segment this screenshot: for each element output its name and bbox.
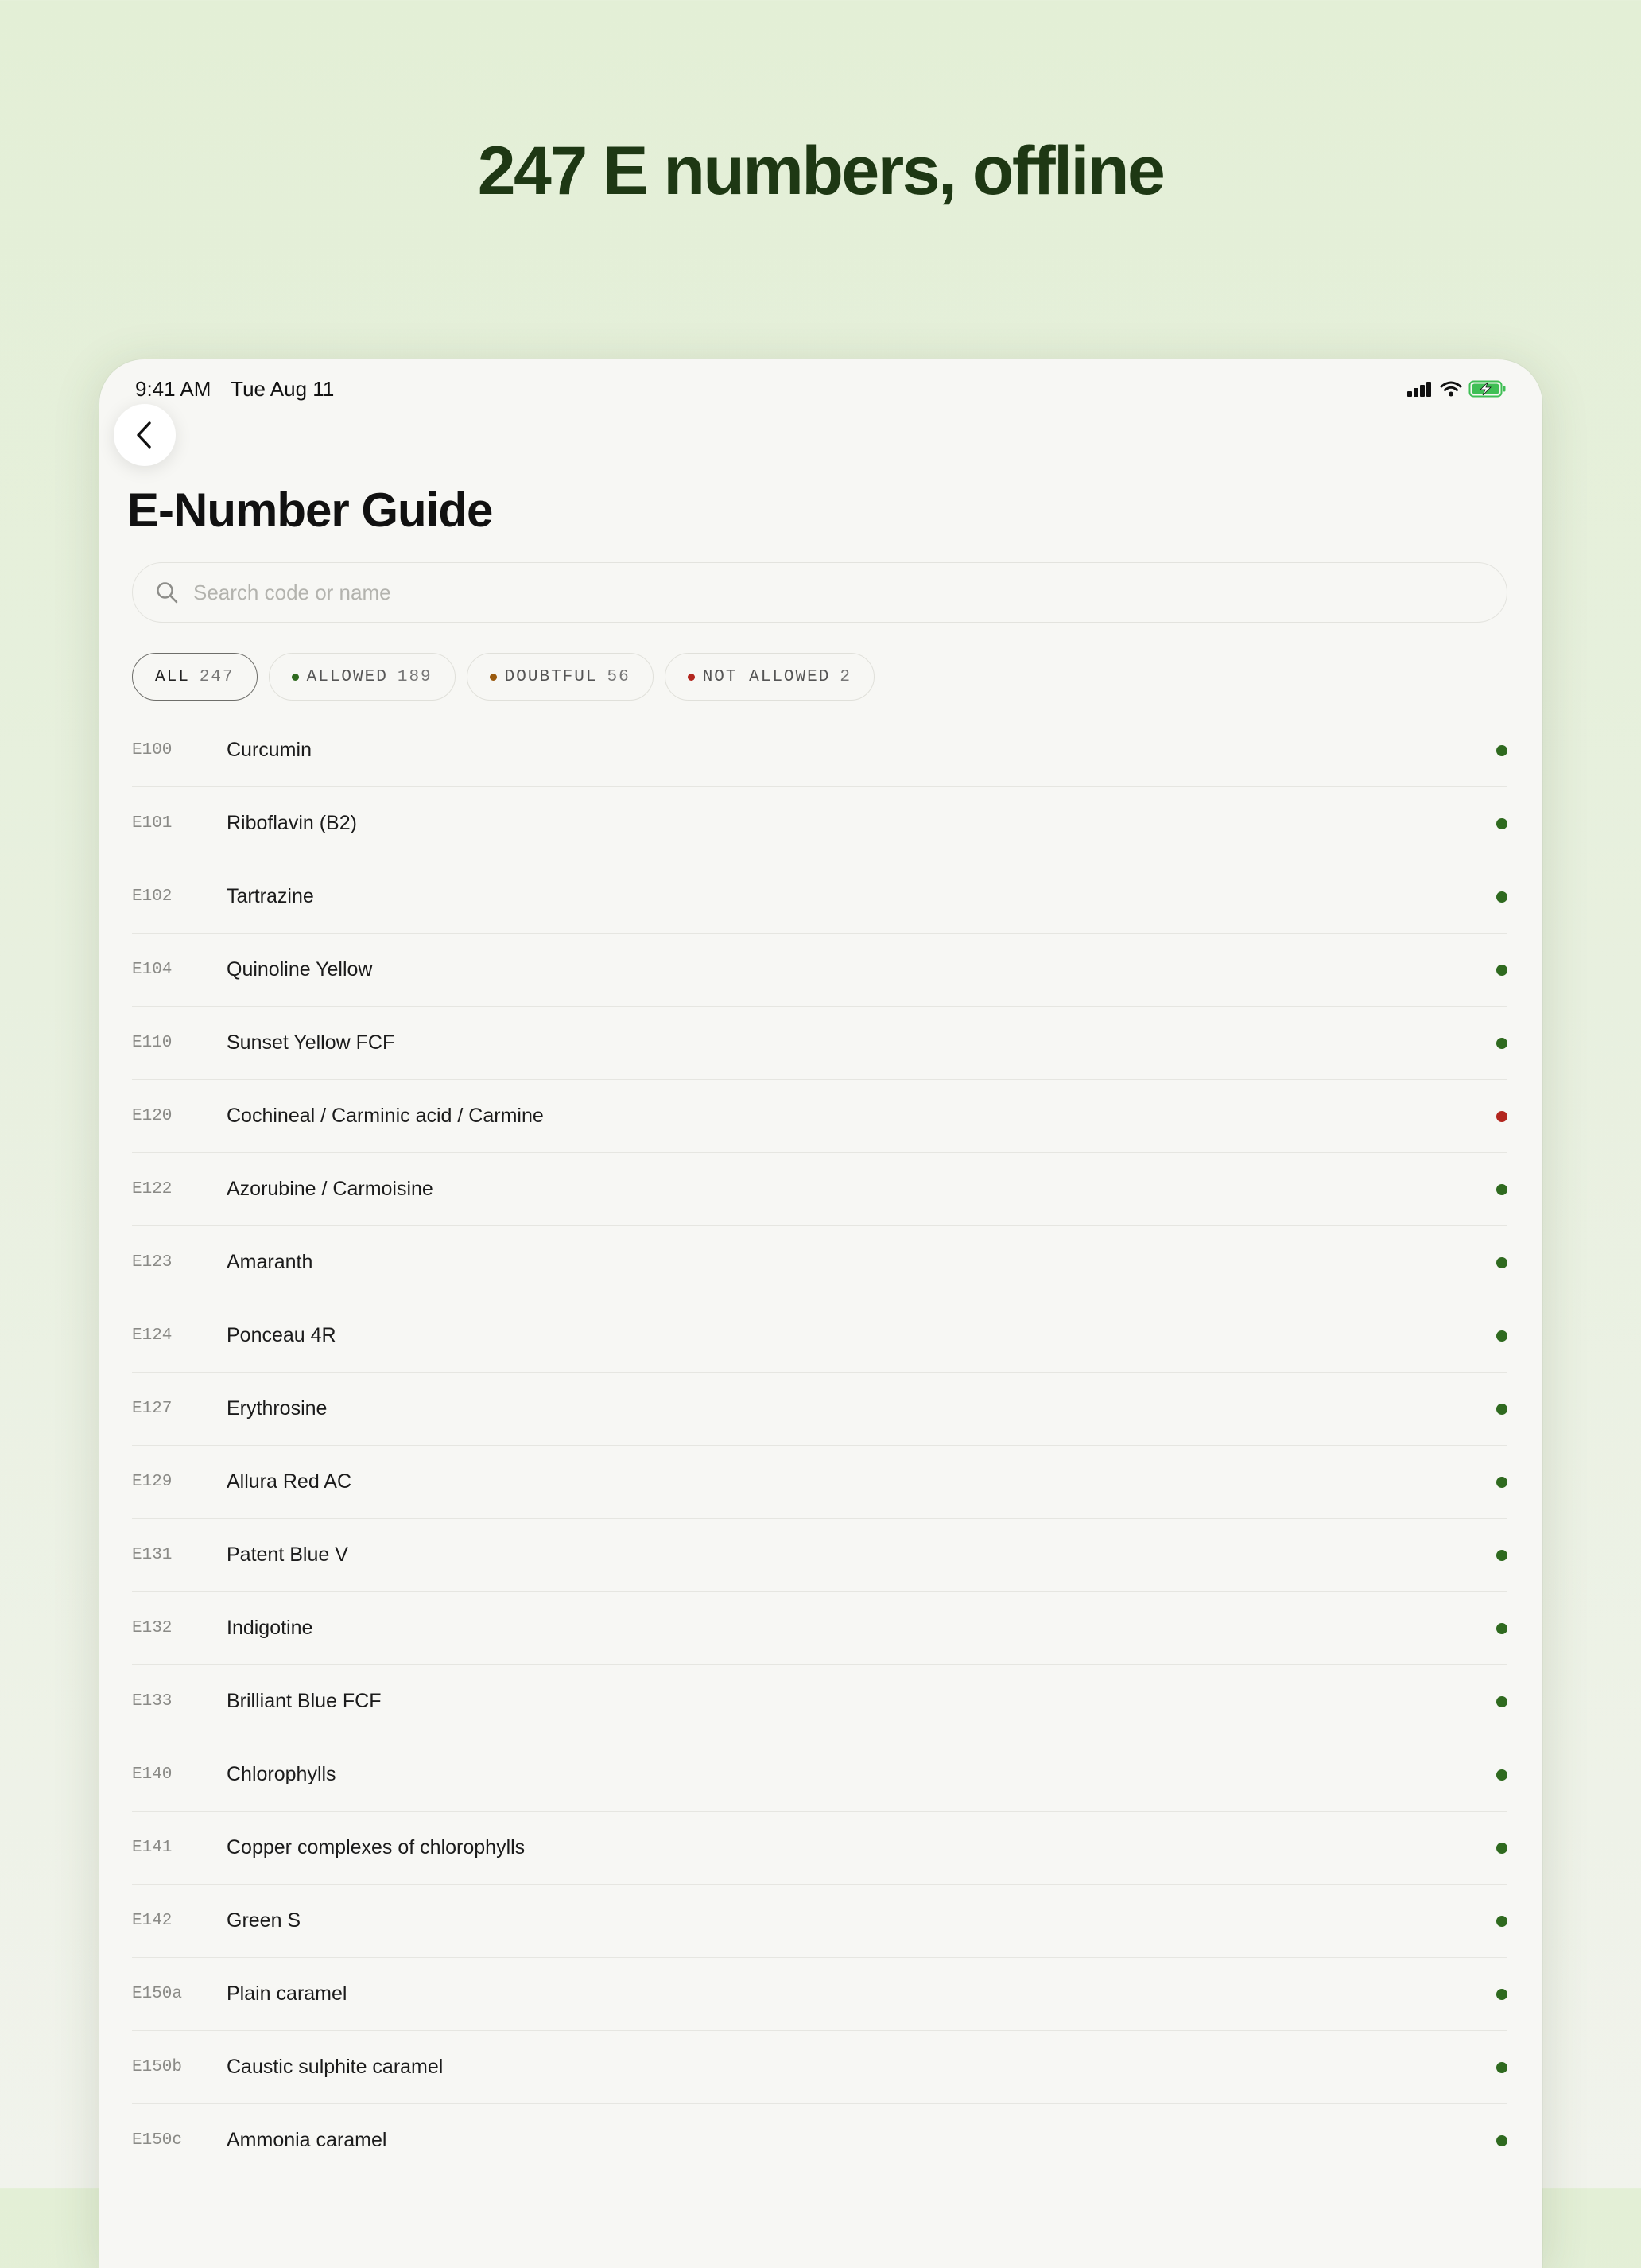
status-bar-left: [135, 377, 348, 402]
filter-chip-label: DOUBTFUL: [504, 667, 598, 686]
list-item[interactable]: [132, 1812, 1507, 1885]
e-number-code: E122: [132, 1180, 173, 1198]
e-number-name: Copper complexes of chlorophylls: [227, 1836, 526, 1858]
e-number-code: E132: [132, 1619, 173, 1637]
e-number-name: Azorubine / Carmoisine: [227, 1178, 433, 1200]
e-number-code: E104: [132, 961, 173, 979]
list-item[interactable]: [132, 1007, 1507, 1080]
battery-charging-icon: [1468, 380, 1507, 398]
e-number-name: Green S: [227, 1909, 301, 1932]
back-button[interactable]: [114, 404, 176, 466]
status-dot-icon: [1496, 1916, 1507, 1927]
e-number-code: E110: [132, 1034, 173, 1052]
e-number-name: Quinoline Yellow: [227, 958, 373, 981]
list-item[interactable]: [132, 1665, 1507, 1738]
e-number-code: E101: [132, 814, 173, 833]
status-dot-icon: [1496, 1696, 1507, 1707]
status-dot-icon: [1496, 745, 1507, 756]
list-item[interactable]: [132, 934, 1507, 1007]
wifi-icon: [1440, 381, 1462, 397]
page-title: E-Number Guide: [127, 484, 493, 537]
filter-chip-label: NOT ALLOWED: [702, 667, 831, 686]
status-dot-icon: [490, 674, 497, 681]
e-number-code: E150c: [132, 2131, 183, 2150]
status-dot-icon: [1496, 818, 1507, 829]
e-number-code: E123: [132, 1253, 173, 1272]
e-number-name: Cochineal / Carminic acid / Carmine: [227, 1105, 544, 1127]
e-number-code: E150a: [132, 1985, 183, 2003]
list-item[interactable]: [132, 714, 1507, 787]
status-dot-icon: [688, 674, 695, 681]
filter-chip-doubtful[interactable]: [467, 653, 654, 701]
e-number-name: Brilliant Blue FCF: [227, 1690, 382, 1712]
list-item[interactable]: [132, 1885, 1507, 1958]
list-item[interactable]: [132, 1226, 1507, 1299]
search-input[interactable]: [192, 580, 1467, 606]
tablet-screen: [99, 359, 1542, 2268]
status-dot-icon: [1496, 1404, 1507, 1415]
search-icon: [155, 581, 179, 604]
filter-chip-allowed[interactable]: [269, 653, 456, 701]
status-date: Tue Aug 11: [231, 376, 335, 401]
e-number-name: Caustic sulphite caramel: [227, 2056, 444, 2078]
e-number-code: E129: [132, 1473, 173, 1491]
list-item[interactable]: [132, 1446, 1507, 1519]
status-bar: [135, 369, 1507, 409]
e-number-code: E131: [132, 1546, 173, 1564]
e-number-name: Curcumin: [227, 739, 312, 761]
filter-chip-count: 2: [840, 667, 852, 686]
status-dot-icon: [1496, 1477, 1507, 1488]
filter-chip-count: 56: [607, 667, 630, 686]
status-dot-icon: [1496, 1184, 1507, 1195]
e-number-code: E133: [132, 1692, 173, 1711]
e-number-code: E100: [132, 741, 173, 759]
e-number-name: Chlorophylls: [227, 1763, 336, 1785]
status-dot-icon: [1496, 1623, 1507, 1634]
e-number-name: Indigotine: [227, 1617, 313, 1639]
status-dot-icon: [1496, 1769, 1507, 1781]
e-number-name: Tartrazine: [227, 885, 314, 907]
status-dot-icon: [1496, 1989, 1507, 2000]
filter-chip-all[interactable]: [132, 653, 258, 701]
e-number-list: [132, 714, 1507, 2177]
e-number-code: E141: [132, 1839, 173, 1857]
status-time: 9:41 AM: [135, 376, 211, 401]
status-dot-icon: [292, 674, 299, 681]
search-bar[interactable]: [132, 562, 1507, 623]
list-item[interactable]: [132, 1153, 1507, 1226]
e-number-code: E124: [132, 1326, 173, 1345]
e-number-code: E150b: [132, 2058, 183, 2076]
status-dot-icon: [1496, 1843, 1507, 1854]
e-number-name: Plain caramel: [227, 1983, 347, 2005]
e-number-name: Riboflavin (B2): [227, 812, 357, 834]
e-number-name: Erythrosine: [227, 1397, 328, 1419]
filter-chips: [132, 653, 875, 701]
filter-chip-label: ALL: [155, 667, 190, 686]
filter-chip-count: 189: [397, 667, 433, 686]
status-dot-icon: [1496, 1330, 1507, 1342]
filter-chip-count: 247: [199, 667, 235, 686]
e-number-name: Sunset Yellow FCF: [227, 1031, 395, 1054]
status-dot-icon: [1496, 2135, 1507, 2146]
list-item[interactable]: [132, 1080, 1507, 1153]
status-dot-icon: [1496, 1111, 1507, 1122]
list-item[interactable]: [132, 2031, 1507, 2104]
status-dot-icon: [1496, 965, 1507, 976]
list-item[interactable]: [132, 1519, 1507, 1592]
e-number-name: Patent Blue V: [227, 1544, 348, 1566]
e-number-code: E142: [132, 1912, 173, 1930]
e-number-name: Ponceau 4R: [227, 1324, 336, 1346]
e-number-name: Ammonia caramel: [227, 2129, 387, 2151]
e-number-code: E102: [132, 887, 173, 906]
list-item[interactable]: [132, 1958, 1507, 2031]
e-number-code: E140: [132, 1765, 173, 1784]
status-dot-icon: [1496, 2062, 1507, 2073]
list-item[interactable]: [132, 1299, 1507, 1373]
list-item[interactable]: [132, 2104, 1507, 2177]
e-number-name: Allura Red AC: [227, 1470, 352, 1493]
cellular-signal-icon: [1406, 381, 1433, 397]
list-item[interactable]: [132, 860, 1507, 934]
filter-chip-not-allowed[interactable]: [665, 653, 875, 701]
list-item[interactable]: [132, 1373, 1507, 1446]
status-dot-icon: [1496, 1257, 1507, 1268]
chevron-left-icon: [133, 420, 157, 450]
marketing-headline: 247 E numbers, offline: [477, 133, 1164, 209]
list-item[interactable]: [132, 1592, 1507, 1665]
list-item[interactable]: [132, 1738, 1507, 1812]
filter-chip-label: ALLOWED: [306, 667, 388, 686]
list-item[interactable]: [132, 787, 1507, 860]
e-number-name: Amaranth: [227, 1251, 313, 1273]
status-dot-icon: [1496, 1038, 1507, 1049]
status-dot-icon: [1496, 1550, 1507, 1561]
e-number-code: E127: [132, 1400, 173, 1418]
e-number-code: E120: [132, 1107, 173, 1125]
status-bar-right: [1406, 380, 1507, 398]
status-dot-icon: [1496, 891, 1507, 903]
